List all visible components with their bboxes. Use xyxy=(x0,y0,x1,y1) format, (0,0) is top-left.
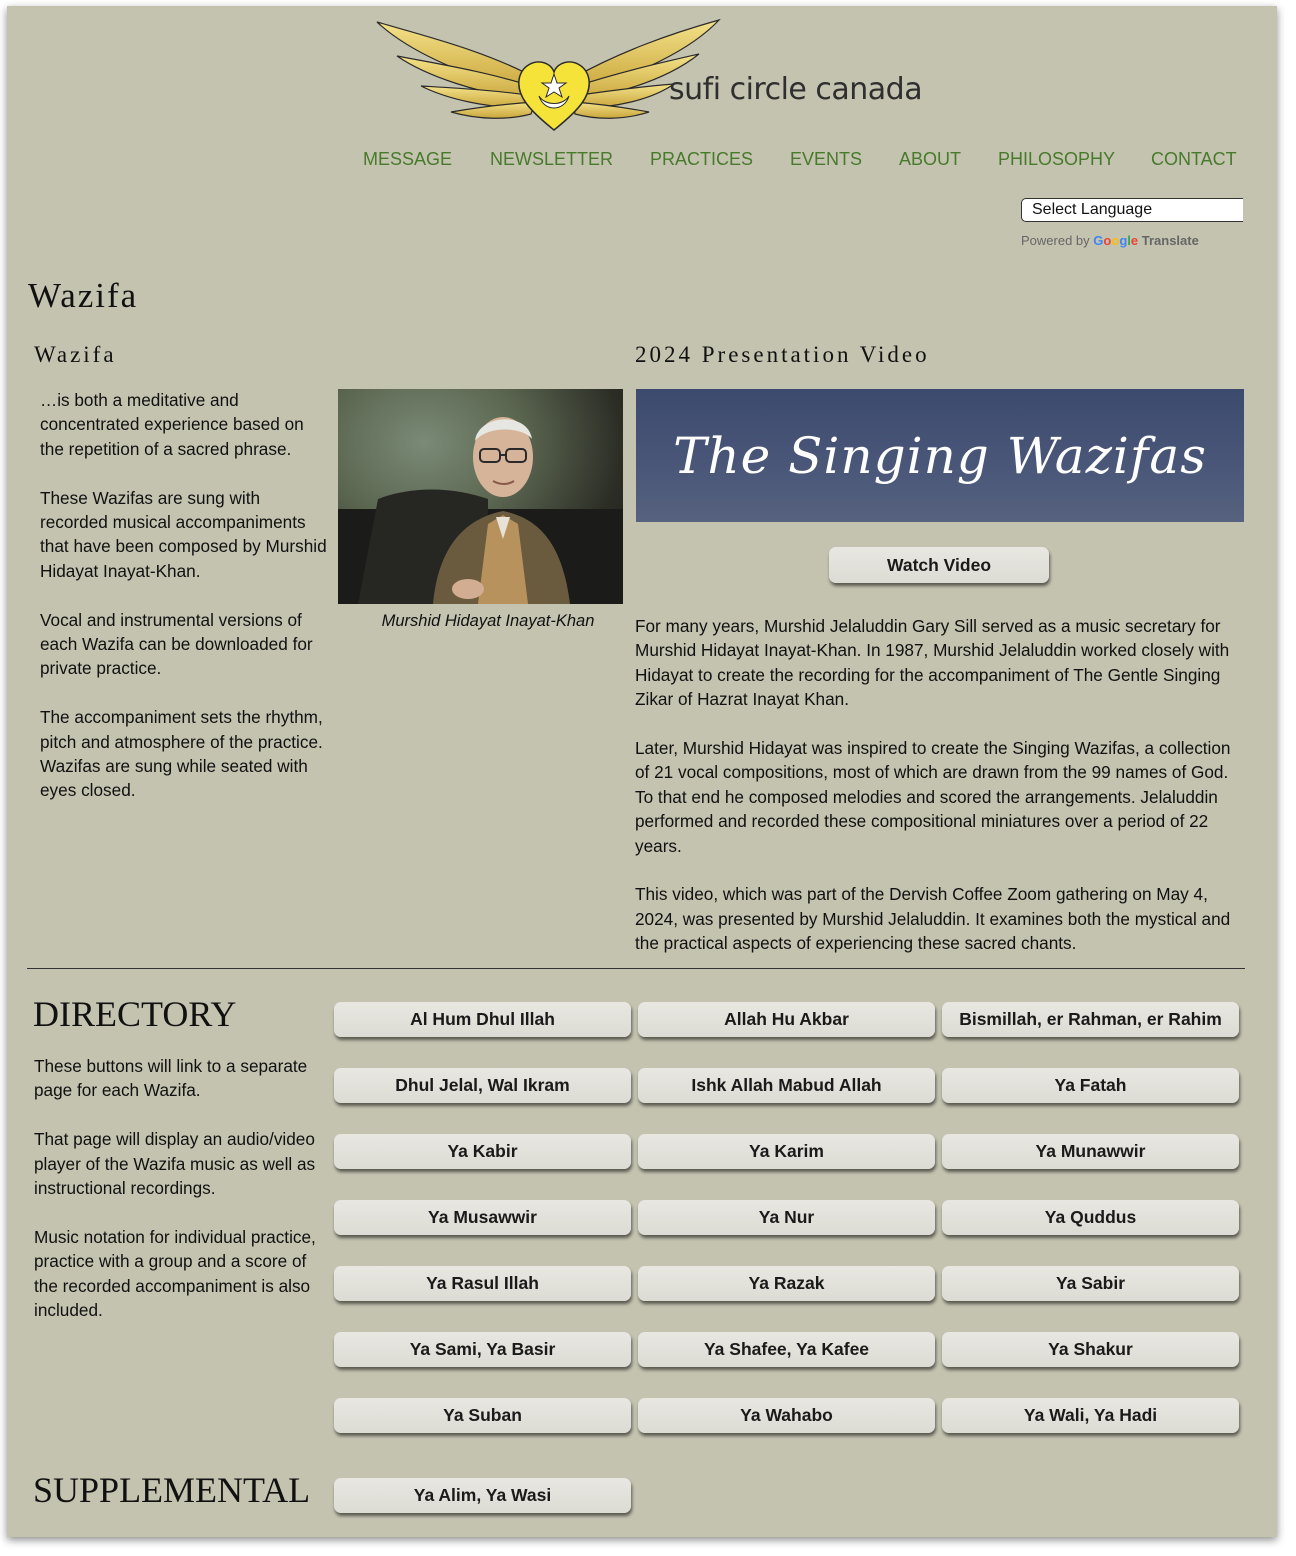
wazifa-button[interactable]: Allah Hu Akbar xyxy=(638,1002,935,1037)
wazifa-button[interactable]: Ya Wahabo xyxy=(638,1398,935,1433)
wazifa-button[interactable]: Bismillah, er Rahman, er Rahim xyxy=(942,1002,1239,1037)
directory-text xyxy=(34,1054,334,1347)
video-banner[interactable] xyxy=(636,389,1244,522)
video-description xyxy=(635,614,1245,980)
nav-newsletter[interactable]: NEWSLETTER xyxy=(490,149,614,169)
logo-text[interactable]: sufi circle canada xyxy=(669,72,923,107)
banner-title: The Singing Wazifas xyxy=(673,426,1207,485)
nav-message[interactable]: MESSAGE xyxy=(363,149,453,169)
wazifa-button[interactable]: Ya Fatah xyxy=(942,1068,1239,1103)
wazifa-button[interactable]: Ya Shafee, Ya Kafee xyxy=(638,1332,935,1367)
wazifa-button[interactable]: Ya Sami, Ya Basir xyxy=(334,1332,631,1367)
wazifa-button[interactable]: Ya Kabir xyxy=(334,1134,631,1169)
supplemental-wazifa-button[interactable]: Ya Alim, Ya Wasi xyxy=(334,1478,631,1513)
page-title: Wazifa xyxy=(28,276,139,315)
language-select[interactable]: Select Language xyxy=(1021,198,1243,222)
wazifa-button[interactable]: Ya Musawwir xyxy=(334,1200,631,1235)
nav-contact[interactable]: CONTACT xyxy=(1151,149,1237,169)
supplemental-heading: SUPPLEMENTAL xyxy=(33,1470,311,1510)
wazifa-button[interactable]: Ishk Allah Mabud Allah xyxy=(638,1068,935,1103)
video-paragraph: This video, which was part of the Dervish Coffee Zoom gathering on May 4, 2024, was presented by Murshid Jelaluddin. It examines both the mystical and the practical aspects of experiencing these sacred chants. xyxy=(635,884,1231,954)
directory-paragraph: Music notation for individual practice, practice with a group and a score of the recorded accompaniment is also included. xyxy=(34,1226,316,1321)
wazifa-heading: Wazifa xyxy=(34,342,117,367)
directory-paragraph: These buttons will link to a separate page for each Wazifa. xyxy=(34,1056,308,1101)
directory-paragraph: That page will display an audio/video player of the Wazifa music as well as instructional recordings. xyxy=(34,1129,316,1199)
video-paragraph: Later, Murshid Hidayat was inspired to create the Singing Wazifas, a collection of 21 vocal compositions, most of which are drawn from the 99 names of God. To that end he composed melodies and scored the arrangements. Jelaluddin performed and recorded these compositional miniatures over a period of 22 years. xyxy=(635,738,1231,856)
wazifa-button[interactable]: Ya Razak xyxy=(638,1266,935,1301)
intro-paragraph: Vocal and instrumental versions of each Wazifa can be downloaded for private practice. xyxy=(40,609,313,679)
portrait-illustration xyxy=(338,389,623,604)
video-heading: 2024 Presentation Video xyxy=(635,342,930,367)
wazifa-button[interactable]: Dhul Jelal, Wal Ikram xyxy=(334,1068,631,1103)
wazifa-button[interactable]: Al Hum Dhul Illah xyxy=(334,1002,631,1037)
intro-paragraph: The accompaniment sets the rhythm, pitch and atmosphere of the practice. Wazifas are sung while seated with eyes closed. xyxy=(40,707,323,801)
intro-paragraph: These Wazifas are sung with recorded musical accompaniments that have been composed by Murshid Hidayat Inayat-Khan. xyxy=(40,487,327,581)
powered-by-label: Powered by xyxy=(1021,233,1090,248)
section-divider xyxy=(27,968,1245,969)
translate-link[interactable]: Translate xyxy=(1141,233,1199,248)
wazifa-button[interactable]: Ya Nur xyxy=(638,1200,935,1235)
google-logo-text: Google xyxy=(1093,233,1139,248)
portrait-caption: Murshid Hidayat Inayat-Khan xyxy=(381,612,595,630)
wazifa-button[interactable]: Ya Karim xyxy=(638,1134,935,1169)
page xyxy=(7,6,1277,1537)
directory-heading: DIRECTORY xyxy=(33,994,237,1034)
wazifa-button[interactable]: Ya Wali, Ya Hadi xyxy=(942,1398,1239,1433)
wazifa-button[interactable]: Ya Rasul Illah xyxy=(334,1266,631,1301)
wazifa-button[interactable]: Ya Munawwir xyxy=(942,1134,1239,1169)
watch-video-button[interactable]: Watch Video xyxy=(829,547,1049,583)
intro-text xyxy=(40,388,330,827)
video-paragraph: For many years, Murshid Jelaluddin Gary Sill served as a music secretary for Murshid Hidayat Inayat-Khan. In 1987, Murshid Jelaluddin worked closely with Hidayat to create the recording for the accompaniment of The Gentle Singing Zikar of Hazrat Inayat Khan. xyxy=(635,616,1230,710)
wazifa-button[interactable]: Ya Quddus xyxy=(942,1200,1239,1235)
nav-about[interactable]: ABOUT xyxy=(899,149,962,169)
nav-practices[interactable]: PRACTICES xyxy=(650,149,754,169)
nav-philosophy[interactable]: PHILOSOPHY xyxy=(998,149,1116,169)
portrait-photo xyxy=(338,389,623,604)
intro-paragraph: …is both a meditative and concentrated experience based on the repetition of a sacred phrase. xyxy=(40,390,304,459)
wazifa-button[interactable]: Ya Shakur xyxy=(942,1332,1239,1367)
wazifa-button[interactable]: Ya Sabir xyxy=(942,1266,1239,1301)
nav-events[interactable]: EVENTS xyxy=(790,149,863,169)
powered-by-google-translate xyxy=(1021,233,1199,248)
wazifa-button[interactable]: Ya Suban xyxy=(334,1398,631,1433)
